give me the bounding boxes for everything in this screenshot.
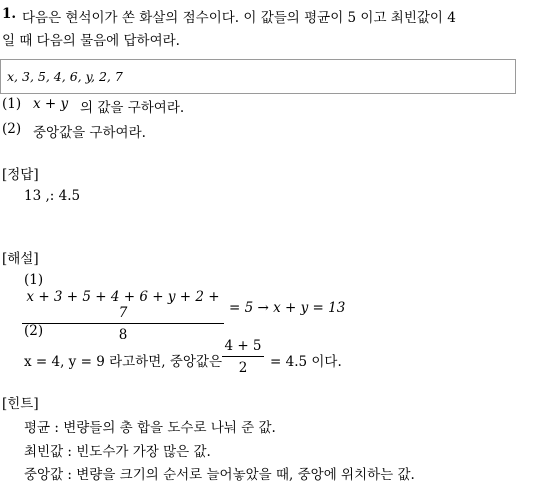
- data-box: [0, 59, 516, 94]
- fraction-denominator: 2: [238, 360, 248, 376]
- question-2-number: (2): [2, 121, 22, 137]
- explanation-part2-fraction: [222, 338, 264, 376]
- explanation-part2-label: (2): [24, 323, 44, 339]
- answer-text: 13 ,: 4.5: [24, 188, 81, 204]
- question-1-math: x + y: [33, 96, 69, 112]
- fraction-denominator: 8: [118, 327, 128, 343]
- explanation-part1-label: (1): [24, 272, 44, 288]
- explanation-part1-fraction: [22, 289, 224, 343]
- explanation-part2-result: = 4.5 이다.: [270, 354, 342, 370]
- hint-line-median: 중앙값 : 변량을 크기의 순서로 늘어놓았을 때, 중앙에 위치하는 값.: [24, 467, 415, 483]
- explanation-part1-result: = 5 → x + y = 13: [229, 300, 346, 316]
- hint-line-mode: 최빈값 : 빈도수가 가장 많은 값.: [24, 444, 211, 460]
- question-2-text: 중앙값을 구하여라.: [33, 125, 146, 141]
- fraction-numerator: 4 + 5: [224, 338, 262, 354]
- question-1-number: (1): [2, 96, 22, 112]
- explanation-header: [해설]: [2, 251, 39, 267]
- fraction-bar: [222, 356, 264, 357]
- question-1-text: 의 값을 구하여라.: [80, 100, 185, 116]
- problem-number: 1.: [2, 6, 17, 22]
- fraction-numerator: x + 3 + 5 + 4 + 6 + y + 2 + 7: [26, 289, 220, 321]
- problem-text-line1: 다음은 현석이가 쏜 화살의 점수이다. 이 값들의 평균이 5 이고 최빈값이 4: [22, 10, 456, 26]
- fraction-bar: [22, 323, 224, 324]
- explanation-part2-lead: x = 4, y = 9 라고하면, 중앙값은: [24, 354, 222, 370]
- hint-line-mean: 평균 : 변량들의 총 합을 도수로 나눠 준 값.: [24, 420, 276, 436]
- hint-header: [힌트]: [2, 396, 39, 412]
- data-values: x, 3, 5, 4, 6, y, 2, 7: [7, 69, 123, 84]
- answer-header: [정답]: [2, 167, 39, 183]
- problem-text-line2: 일 때 다음의 물음에 답하여라.: [2, 33, 180, 49]
